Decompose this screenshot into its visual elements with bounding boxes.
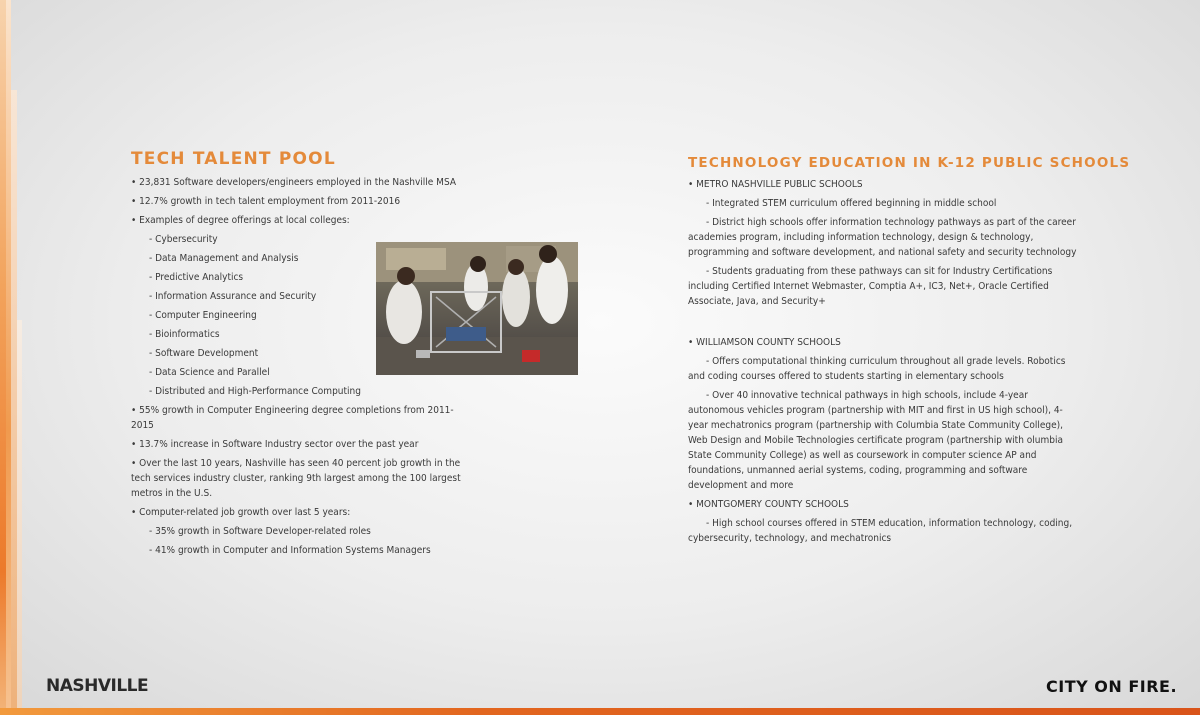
city-on-fire-logo: CITY ON FIRE. xyxy=(1046,677,1178,696)
list-item: • 23,831 Software developers/engineers employed in the Nashville MSA xyxy=(131,177,456,188)
degree-item: - Bioinformatics xyxy=(149,329,220,340)
degree-item: - Predictive Analytics xyxy=(149,272,244,283)
list-item: • 13.7% increase in Software Industry sector over the past year xyxy=(131,439,419,450)
degree-item: - Information Assurance and Security xyxy=(149,291,317,302)
metro-schools-heading: • METRO NASHVILLE PUBLIC SCHOOLS xyxy=(688,179,863,190)
nashville-logo: NASHVILLE xyxy=(46,676,149,696)
tech-talent-pool-title: TECH TALENT POOL xyxy=(131,149,336,169)
degree-item: - Data Science and Parallel xyxy=(149,367,270,378)
williamson-item: - Over 40 innovative technical pathways in high schools, include 4-year autonomous vehicles program (partnership with MIT and first in US high school), 4-year mechatronics program (partnership with Columbia State Community College), Web Design and Mobile Technologies certificate program (partnership with olumbia State Community College) as well as coursework in computer science AP and foundations, unmanned aerial systems, coding, programming and software development and more xyxy=(688,390,1063,491)
students-robotics-photo-illustration xyxy=(376,242,578,375)
montgomery-item: - High school courses offered in STEM education, information technology, coding, cybersecurity, technology, and mechatronics xyxy=(688,518,1073,544)
decorative-side-stripes xyxy=(0,0,24,715)
list-item: • Over the last 10 years, Nashville has seen 40 percent job growth in the tech services industry cluster, ranking 9th largest among the 100 largest metros in the U.S. xyxy=(131,458,461,499)
degree-item: - Distributed and High-Performance Computing xyxy=(149,386,361,397)
williamson-schools-heading: • WILLIAMSON COUNTY SCHOOLS xyxy=(688,337,841,348)
list-item: • 55% growth in Computer Engineering degree completions from 2011-2015 xyxy=(131,405,454,431)
williamson-item: - Offers computational thinking curriculum throughout all grade levels. Robotics and coding courses offered to students starting in elementary schools xyxy=(688,356,1066,382)
metro-item: - Students graduating from these pathways can sit for Industry Certifications including Certified Internet Webmaster, Comptia A+, IC3, Net+, Oracle Certified Associate, Java, and Security+ xyxy=(688,266,1053,307)
list-item: • 12.7% growth in tech talent employment from 2011-2016 xyxy=(131,196,401,207)
degree-item: - Cybersecurity xyxy=(149,234,218,245)
bottom-accent-bar xyxy=(0,708,1200,715)
montgomery-schools-heading: • MONTGOMERY COUNTY SCHOOLS xyxy=(688,499,849,510)
metro-item: - Integrated STEM curriculum offered beginning in middle school xyxy=(706,198,997,209)
list-item: • Computer-related job growth over last 5 years: xyxy=(131,507,351,518)
k12-education-title: TECHNOLOGY EDUCATION IN K-12 PUBLIC SCHOOLS xyxy=(688,155,1131,171)
growth-item: - 35% growth in Software Developer-related roles xyxy=(149,526,371,537)
degree-item: - Software Development xyxy=(149,348,259,359)
metro-item: - District high schools offer information technology pathways as part of the career academies program, including information technology, design & technology, programming and software development, and national safety and security technology xyxy=(688,217,1077,258)
students-robotics-photo xyxy=(376,242,578,375)
growth-item: - 41% growth in Computer and Information Systems Managers xyxy=(149,545,431,556)
list-item: • Examples of degree offerings at local colleges: xyxy=(131,215,350,226)
k12-education-column xyxy=(688,177,1078,550)
degree-item: - Computer Engineering xyxy=(149,310,257,321)
degree-item: - Data Management and Analysis xyxy=(149,253,299,264)
